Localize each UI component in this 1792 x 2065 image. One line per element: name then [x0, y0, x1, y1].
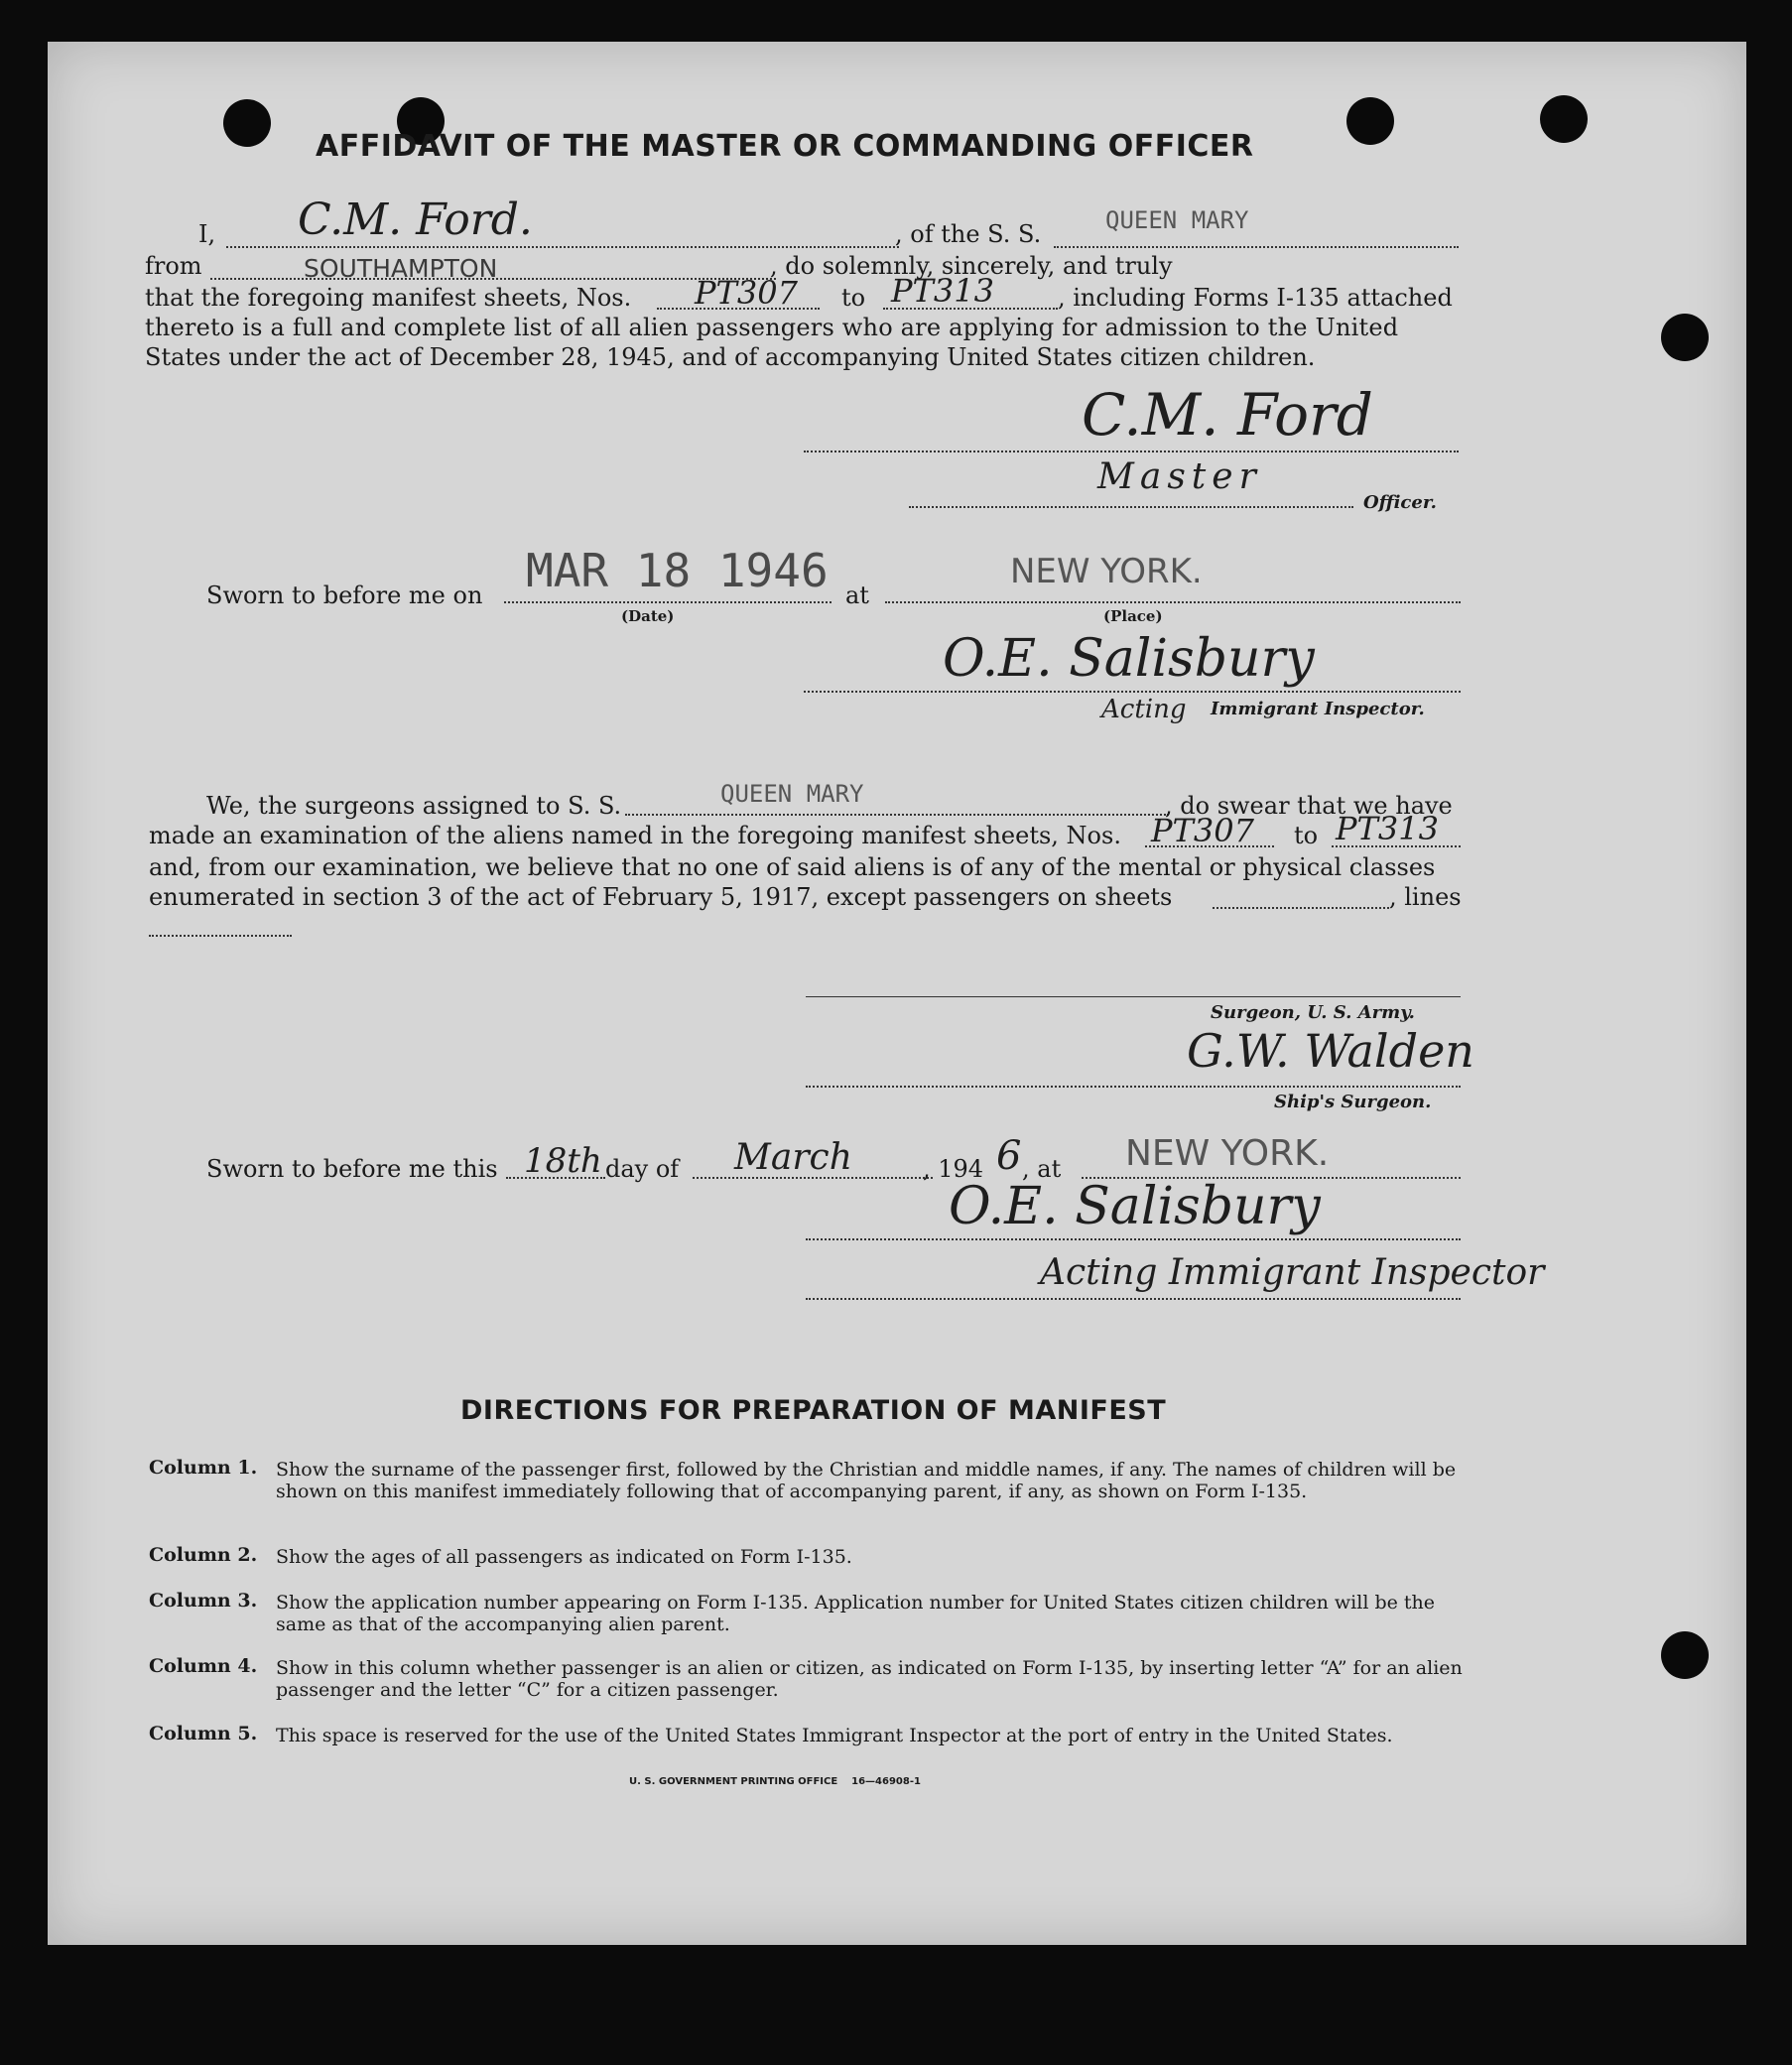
- affidavit-line-3: thereto is a full and complete list of all alien passengers who are applying for admission to the United: [145, 314, 1399, 341]
- inspector-title-line: [806, 1298, 1461, 1300]
- port-from: SOUTHAMPTON: [304, 254, 498, 283]
- column-3-label: Column 3.: [149, 1590, 258, 1612]
- directions-title: DIRECTIONS FOR PREPARATION OF MANIFEST: [460, 1395, 1167, 1426]
- sheet-from: PT307: [695, 274, 798, 312]
- label-sworn-on: Sworn to before me on: [206, 581, 483, 609]
- surgeon-signature: G.W. Walden: [1187, 1024, 1474, 1078]
- label-including: , including Forms I-135 attached: [1058, 284, 1453, 312]
- label-at: at: [845, 581, 869, 609]
- printing-office-footer: U. S. GOVERNMENT PRINTING OFFICE 16—46908-1: [629, 1776, 921, 1787]
- ship-name: QUEEN MARY: [1105, 206, 1249, 234]
- label-of-ss: , of the S. S.: [895, 220, 1042, 248]
- column-4-label: Column 4.: [149, 1655, 258, 1677]
- surgeons-line-3: and, from our examination, we believe that no one of said aliens is of any of the mental or physical classes: [149, 853, 1436, 881]
- label-to: to: [841, 284, 866, 312]
- ship-line: [1054, 246, 1459, 248]
- officer-line: [909, 506, 1353, 508]
- surgeon-ship-line: [625, 814, 1169, 816]
- place-line: [885, 601, 1461, 603]
- label-i: I,: [198, 220, 216, 248]
- column-2-text: Show the ages of all passengers as indicated on Form I-135.: [276, 1546, 852, 1568]
- page-title: AFFIDAVIT OF THE MASTER OR COMMANDING OFFICER: [316, 129, 1254, 164]
- rank-handwritten: Master: [1097, 456, 1262, 497]
- ship-surgeon-line: [806, 1086, 1461, 1088]
- inspector-signature-2: O.E. Salisbury: [949, 1177, 1321, 1236]
- month-handwritten: March: [734, 1137, 852, 1178]
- label-surgeons: We, the surgeons assigned to S. S.: [206, 792, 622, 820]
- label-to-2: to: [1294, 822, 1319, 849]
- label-date: (Date): [621, 607, 675, 625]
- punch-hole: [223, 99, 271, 147]
- inspector-signature-1: O.E. Salisbury: [943, 629, 1315, 689]
- punch-hole: [1661, 314, 1709, 361]
- date-line: [504, 601, 832, 603]
- label-from: from: [145, 252, 202, 280]
- inspector-line-2: [806, 1238, 1461, 1240]
- master-signature-line: [804, 451, 1459, 452]
- inspector-title-handwritten: Acting Immigrant Inspector: [1040, 1252, 1545, 1293]
- label-swear: , do swear that we have: [1165, 792, 1453, 820]
- surgeon-sheet-from: PT307: [1151, 812, 1254, 849]
- surgeons-line-4: enumerated in section 3 of the act of February 5, 1917, except passengers on sheets: [149, 883, 1173, 911]
- army-surgeon-line: [806, 996, 1461, 997]
- affidavit-line-4: States under the act of December 28, 1945, and of accompanying United States citizen children.: [145, 343, 1316, 371]
- label-immigrant-inspector: Immigrant Inspector.: [1211, 699, 1425, 719]
- label-day-of: day of: [605, 1155, 680, 1183]
- column-3-text: Show the application number appearing on Form I-135. Application number for United States citizen children will be the same as that of the accompanying alien parent.: [276, 1592, 1436, 1635]
- place-stamp: NEW YORK.: [1010, 552, 1203, 591]
- label-ship-surgeon: Ship's Surgeon.: [1274, 1092, 1432, 1112]
- acting-handwritten: Acting: [1101, 695, 1187, 724]
- column-1-label: Column 1.: [149, 1457, 258, 1479]
- label-at-2: , at: [1022, 1155, 1062, 1183]
- column-5-text: This space is reserved for the use of the United States Immigrant Inspector at the port of entry in the United States.: [276, 1725, 1393, 1746]
- punch-hole: [1346, 97, 1394, 145]
- inspector-line-1: [804, 691, 1461, 693]
- sheet-to: PT313: [891, 272, 994, 310]
- master-signature: C.M. Ford: [1082, 381, 1373, 449]
- label-do-solemnly: , do solemnly, sincerely, and truly: [770, 252, 1173, 280]
- label-sworn-this: Sworn to before me this: [206, 1155, 498, 1183]
- year-digit: 6: [996, 1133, 1022, 1179]
- date-stamp: MAR 18 1946: [526, 544, 829, 597]
- place-stamp-2: NEW YORK.: [1125, 1133, 1330, 1174]
- sheets-blank-line: [1213, 907, 1389, 909]
- column-5-label: Column 5.: [149, 1723, 258, 1744]
- label-lines: , lines: [1389, 883, 1462, 911]
- master-name-line: [226, 246, 899, 248]
- label-foregoing: that the foregoing manifest sheets, Nos.: [145, 284, 632, 312]
- label-year-prefix: , 194: [923, 1155, 984, 1183]
- column-1-text: Show the surname of the passenger first, followed by the Christian and middle names, if any. The names of children will be shown on this manifest immediately following that of accompanying parent, if any, as shown on Form I-135.: [276, 1459, 1457, 1502]
- punch-hole: [1540, 95, 1588, 143]
- lines-blank-line: [149, 935, 292, 937]
- surgeon-ship: QUEEN MARY: [720, 780, 864, 808]
- label-army-surgeon: Surgeon, U. S. Army.: [1211, 1002, 1415, 1023]
- master-name: C.M. Ford.: [298, 194, 533, 245]
- column-2-label: Column 2.: [149, 1544, 258, 1566]
- day-handwritten: 18th: [524, 1141, 602, 1181]
- label-made-examination: made an examination of the aliens named in the foregoing manifest sheets, Nos.: [149, 822, 1121, 849]
- column-4-text: Show in this column whether passenger is an alien or citizen, as indicated on Form I-135, by inserting letter “A” for an alien passenger and the letter “C” for a citizen passenger.: [276, 1657, 1463, 1701]
- label-officer: Officer.: [1363, 492, 1437, 513]
- surgeon-sheet-to: PT313: [1336, 810, 1439, 847]
- punch-hole: [1661, 1631, 1709, 1679]
- label-place: (Place): [1103, 607, 1163, 625]
